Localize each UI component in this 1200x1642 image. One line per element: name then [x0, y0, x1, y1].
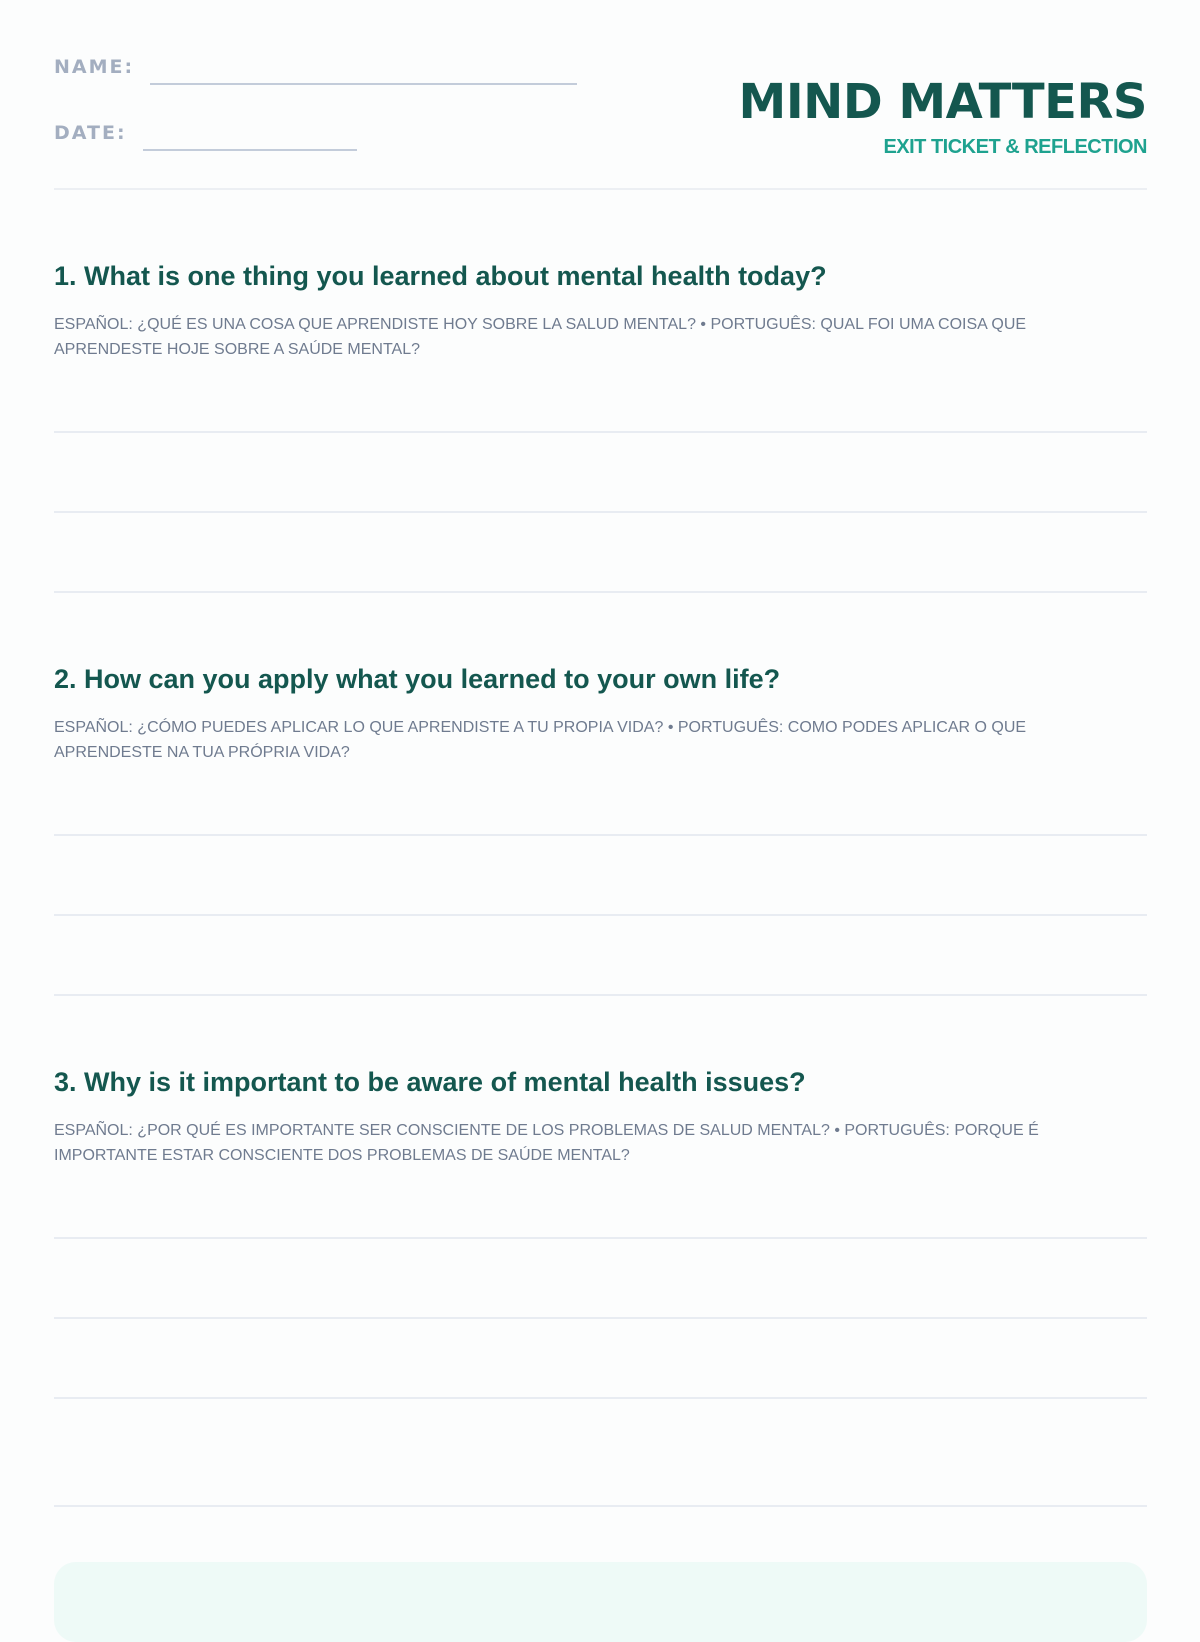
- date-input-line[interactable]: [143, 149, 357, 151]
- question-translation: ESPAÑOL: ¿POR QUÉ ES IMPORTANTE SER CONSCIENTE DE LOS PROBLEMAS DE SALUD MENTAL? • PORTUGUÊS: PORQUE É IMPORTANTE ESTAR CONSCIENTE DOS PROBLEMAS DE SAÚDE MENTAL?: [54, 1122, 1039, 1164]
- question-translation: ESPAÑOL: ¿QUÉ ES UNA COSA QUE APRENDISTE HOY SOBRE LA SALUD MENTAL? • PORTUGUÊS: QUAL FOI UMA COISA QUE APRENDESTE HOJE SOBRE A SAÚDE MENTAL?: [54, 316, 1027, 358]
- question-title: 2. How can you apply what you learned to your own life?: [54, 664, 781, 694]
- date-field[interactable]: [54, 124, 357, 143]
- answer-line[interactable]: [54, 1317, 1147, 1319]
- page-subtitle: EXIT TICKET & REFLECTION: [883, 136, 1147, 158]
- answer-line[interactable]: [54, 1237, 1147, 1239]
- answer-line[interactable]: [54, 1397, 1147, 1399]
- answer-line[interactable]: [54, 511, 1147, 513]
- name-field[interactable]: [54, 58, 577, 77]
- name-input-line[interactable]: [150, 83, 577, 85]
- answer-line[interactable]: [54, 431, 1147, 433]
- question-translation: ESPAÑOL: ¿CÓMO PUEDES APLICAR LO QUE APRENDISTE A TU PROPIA VIDA? • PORTUGUÊS: COMO PODES APLICAR O QUE APRENDESTE NA TUA PRÓPRIA VIDA?: [54, 719, 1027, 761]
- question-title: 3. Why is it important to be aware of mental health issues?: [54, 1067, 806, 1097]
- question-title: 1. What is one thing you learned about mental health today?: [54, 261, 827, 291]
- answer-line[interactable]: [54, 914, 1147, 916]
- question-3: [54, 1066, 1147, 1168]
- name-label: NAME:: [54, 56, 135, 78]
- question-2: [54, 663, 1147, 765]
- answer-line[interactable]: [54, 591, 1147, 593]
- date-label: DATE:: [54, 122, 127, 144]
- worksheet-page: [54, 0, 1147, 1600]
- answer-line[interactable]: [54, 1505, 1147, 1507]
- question-1: [54, 260, 1147, 362]
- answer-line[interactable]: [54, 834, 1147, 836]
- page-title: MIND MATTERS: [738, 74, 1147, 130]
- answer-line[interactable]: [54, 994, 1147, 996]
- worksheet-header: [54, 0, 1147, 190]
- bottom-panel: [54, 1562, 1147, 1642]
- brand-block: [739, 74, 1147, 158]
